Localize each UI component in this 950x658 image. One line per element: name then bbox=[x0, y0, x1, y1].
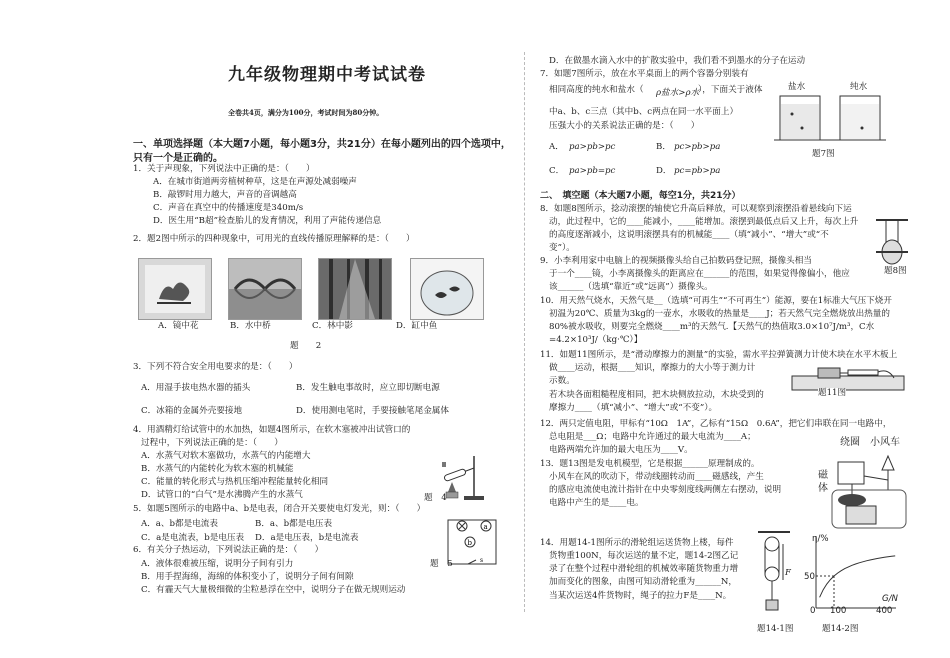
q12-stem-cont: 总电阻是___Ω；电路中允许通过的最大电流为____A； bbox=[549, 432, 756, 442]
q3-option-b: B．发生触电事故时，应立即切断电源 bbox=[296, 383, 440, 393]
q11-stem: 11．如题11图所示，是“滑动摩擦力的测量”的实验，需水平拉弹簧测力计使木块在水平木板上 bbox=[540, 350, 898, 360]
q7-label-salt-water: 盐水 bbox=[788, 82, 806, 92]
section1-heading: 一、单项选择题（本大题7小题，每小题3分，共21分）在每小题列出的四个选项中， bbox=[133, 139, 511, 150]
q7-option-a: pa>pb>pc bbox=[569, 142, 616, 152]
q2-stem: 2．题2图中所示的四种现象中，可用光的直线传播原理解释的是：（ ） bbox=[133, 234, 415, 244]
q8-stem-cont2: 的高度逐渐减小，这说明滚摆具有的机械能____（填“减小”、“增大”或“不 bbox=[549, 230, 829, 240]
fish-bowl-photo bbox=[410, 258, 484, 320]
q1-option-b: B．敲锣时用力越大，声音的音调越高 bbox=[153, 190, 297, 200]
q6-option-b: B．用手捏海绵，海绵的体积变小了，说明分子间有间隙 bbox=[141, 572, 354, 582]
q2-figure-caption: 题 2 bbox=[290, 341, 322, 351]
q5-option-b: B．a、b都是电压表 bbox=[255, 519, 333, 529]
q8-stem-cont: 动，此过程中，它的____能减小，____能增加。滚摆到最低点后又上升，每次上升 bbox=[549, 217, 859, 227]
q14-x-axis-label: G/N bbox=[882, 594, 898, 604]
q13-label-windmill: 小风车 bbox=[870, 437, 900, 448]
q7-option-a-label: A． bbox=[549, 142, 564, 152]
q7-stem-cont2: ），下面关于液体 bbox=[698, 85, 763, 95]
generator-model-figure bbox=[830, 450, 910, 530]
q2-option-a: A．镜中花 bbox=[158, 321, 199, 331]
q6-option-a: A．液体很难被压缩，说明分子间有引力 bbox=[141, 559, 294, 569]
q4-option-b: B．水蒸气的内能转化为软木塞的机械能 bbox=[141, 464, 294, 474]
q12-stem-cont2: 电路两端允许加的最大电压为____V。 bbox=[549, 445, 693, 455]
q7-stem-cont4: 压强大小的关系说法正确的是：（ ） bbox=[549, 121, 700, 131]
q3-stem: 3．下列不符合安全用电要求的是：（ ） bbox=[133, 362, 298, 372]
q3-option-a: A．用湿手拔电热水器的插头 bbox=[141, 383, 251, 393]
friction-experiment-figure bbox=[790, 364, 908, 410]
svg-text:b: b bbox=[467, 539, 472, 547]
q11-stem-cont4: 摩擦力____（填“减小”、“增大”或“不变”）。 bbox=[549, 403, 718, 413]
q10-stem-cont: 初温为20℃、质量为3kg的一壶水，水吸收的热量是____J；若天然气完全燃烧放出热量的 bbox=[549, 309, 890, 319]
q4-stem: 4．用酒精灯给试管中的水加热，如题4图所示，在软木塞被冲出试管口的 bbox=[133, 425, 411, 435]
column-divider bbox=[524, 52, 525, 612]
q5-figure-caption: 题 5 bbox=[430, 559, 453, 569]
q14-x-tick-0: 0 bbox=[810, 606, 816, 616]
q4-stem-cont: 过程中，下列说法正确的是：（ ） bbox=[141, 438, 283, 448]
q7-containers-figure bbox=[774, 90, 894, 148]
q11-stem-cont3: 若木块各面粗糙程度相同，把木块侧放拉动，木块受到的 bbox=[549, 390, 764, 400]
q9-stem-cont: 于一个____镜，小李离摄像头的距离应在______的范围，如果觉得像偏小，他应 bbox=[549, 269, 850, 279]
q7-option-b: pc>pb>pa bbox=[674, 142, 721, 152]
q14-y-axis-label: η/% bbox=[812, 534, 829, 544]
q7-option-d: pc=pb>pa bbox=[674, 166, 721, 176]
q9-stem: 9．小李利用家中电脑上的视频摄像头给自己拍数码登记照，摄像头相当 bbox=[540, 256, 812, 266]
section1-heading-cont: 只有一个是正确的。 bbox=[133, 153, 223, 164]
q13-label-coil: 绕圈 bbox=[840, 437, 860, 448]
q3-option-c: C．冰箱的金属外壳要接地 bbox=[141, 406, 243, 416]
q6-stem: 6．有关分子热运动，下列说法正确的是：（ ） bbox=[133, 545, 324, 555]
q2-option-b: B．水中桥 bbox=[230, 321, 271, 331]
q8-figure-caption: 题8图 bbox=[884, 266, 907, 276]
q14-x-tick-100: 100 bbox=[830, 606, 847, 616]
mirror-flower-photo bbox=[138, 258, 212, 320]
q1-stem: 1．关于声现象，下列说法中正确的是：（ ） bbox=[133, 164, 315, 174]
page-title: 九年级物理期中考试试卷 bbox=[228, 65, 426, 85]
q7-label-pure-water: 纯水 bbox=[850, 82, 868, 92]
bridge-in-water-photo bbox=[228, 258, 302, 320]
q1-option-d: D．医生用“B超”检查胎儿的发育情况，利用了声能传递信息 bbox=[153, 216, 382, 226]
q1-option-a: A．在城市街道两旁植树种草，这是在声源处减弱噪声 bbox=[153, 177, 357, 187]
q13-stem: 13．题13图是发电机模型，它是根据______原理制成的。 bbox=[540, 459, 760, 469]
q4-option-d: D．试管口的“白气”是水沸腾产生的水蒸气 bbox=[141, 490, 303, 500]
q4-option-a: A．水蒸气对软木塞做功，水蒸气的内能增大 bbox=[141, 451, 311, 461]
q13-stem-cont3: 电路中产生的是____电。 bbox=[549, 498, 644, 508]
q9-stem-cont2: 该______（选填“靠近”或“远离”）摄像头。 bbox=[549, 282, 713, 292]
exam-instructions: 全卷共4页，满分为100分，考试时间为80分钟。 bbox=[228, 108, 384, 117]
q7-option-d-label: D． bbox=[656, 166, 672, 176]
forest-shadow-photo bbox=[318, 258, 392, 320]
q14-x-tick-400: 400 bbox=[876, 606, 893, 616]
q2-option-d: D．缸中鱼 bbox=[396, 321, 438, 331]
q7-option-b-label: B． bbox=[656, 142, 671, 152]
q14-force-label: F bbox=[785, 568, 791, 578]
q7-option-c-label: C． bbox=[549, 166, 565, 176]
q11-stem-cont2: 示数。 bbox=[549, 376, 575, 386]
q4-figure-caption: 题 4 bbox=[424, 493, 447, 503]
q14-y-tick-50: 50 bbox=[804, 572, 815, 582]
q10-stem-cont3: =4.2×10³J/（kg·℃）】 bbox=[549, 335, 643, 345]
q13-label-magnet-2: 体 bbox=[818, 483, 828, 494]
q4-option-c: C．能量的转化形式与热机压缩冲程能量转化相同 bbox=[141, 477, 329, 487]
q14-stem-cont4: 当某次运送4件货物时，绳子的拉力F是____N。 bbox=[549, 591, 732, 601]
q5-stem: 5．如题5图所示的电路中a、b是电表，闭合开关要使电灯发光，则：（ ） bbox=[133, 504, 426, 514]
q14-stem-cont3: 加而变化的图象，由图可知动滑轮重为______N， bbox=[549, 577, 737, 587]
q5-option-c: C．a是电流表，b是电压表 bbox=[141, 533, 245, 543]
q7-option-c: pa>pb=pc bbox=[569, 166, 616, 176]
q14-stem-cont: 货物重100N，每次运送的量不定，题14-2图乙记 bbox=[549, 551, 739, 561]
q2-option-c: C．林中影 bbox=[312, 321, 353, 331]
q11-stem-cont: 做____运动，根据____知识，摩擦力的大小等于测力计 bbox=[549, 363, 756, 373]
q10-stem: 10．用天然气烧水，天然气是__（选填“可再生”“不可再生”）能源，要在1标准大气压下烧开 bbox=[540, 296, 892, 306]
q7-stem-cont: 相同高度的纯水和盐水（ bbox=[549, 85, 644, 95]
q13-label-magnet-1: 磁 bbox=[818, 470, 828, 481]
svg-text:s: s bbox=[480, 557, 484, 564]
q8-stem-cont3: 变”）。 bbox=[549, 243, 575, 253]
q3-option-d: D．使用测电笔时，手要接触笔尾金属体 bbox=[296, 406, 449, 416]
q11-figure-caption: 题11图 bbox=[818, 388, 847, 398]
rolling-pendulum-figure bbox=[872, 218, 912, 270]
q5-option-d: D．a是电压表，b是电流表 bbox=[255, 533, 359, 543]
q5-option-a: A．a、b都是电流表 bbox=[141, 519, 218, 529]
q7-stem-cont3: 中a、b、c三点（其中b、c两点在同一水平面上） bbox=[549, 107, 739, 117]
efficiency-curve bbox=[820, 556, 896, 597]
q13-stem-cont: 小风车在风的吹动下，带动线圈转动而____磁感线，产生 bbox=[549, 472, 764, 482]
q7-stem: 7．如题7图所示，放在水平桌面上的两个容器分别装有 bbox=[540, 69, 749, 79]
q7-figure-caption: 题7图 bbox=[812, 149, 835, 159]
q1-option-c: C．声音在真空中的传播速度是340m/s bbox=[153, 203, 304, 213]
q14-stem: 14．用题14-1图所示的滑轮组运送货物上楼，每件 bbox=[540, 538, 734, 548]
q6-option-c: C．有霾天气大量极细微的尘粒悬浮在空中，说明分子在做无规则运动 bbox=[141, 585, 406, 595]
q7-density-formula: ρ盐水>ρ水 bbox=[656, 88, 700, 98]
q14-1-figure-caption: 题14-1图 bbox=[757, 624, 794, 634]
section2-heading: 二、 填空题（本大题7小题，每空1分，共21分） bbox=[540, 191, 741, 201]
q8-stem: 8．如题8图所示，捻动滚摆的轴使它升高后释放，可以观察到滚摆沿着悬线向下运 bbox=[540, 204, 852, 214]
q10-stem-cont2: 80%被水吸收，则要完全燃烧____m³的天然气.【天然气的热值取3.0×10⁷J/m³，C水 bbox=[549, 322, 875, 332]
q6-option-d: D．在做墨水滴入水中的扩散实验中，我们看不到墨水的分子在运动 bbox=[549, 56, 806, 66]
svg-text:a: a bbox=[483, 523, 488, 531]
q14-stem-cont2: 录了在整个过程中滑轮组的机械效率随货物重力增 bbox=[549, 564, 739, 574]
q12-stem: 12．两只定值电阻，甲标有“10Ω 1A”，乙标有“15Ω 0.6A”，把它们串联在同一电路中， bbox=[540, 419, 892, 429]
q14-2-figure-caption: 题14-2图 bbox=[822, 624, 859, 634]
q13-stem-cont2: 的感应电流使电流计指针在中央零刻度线两侧左右摆动，说明 bbox=[549, 485, 782, 495]
